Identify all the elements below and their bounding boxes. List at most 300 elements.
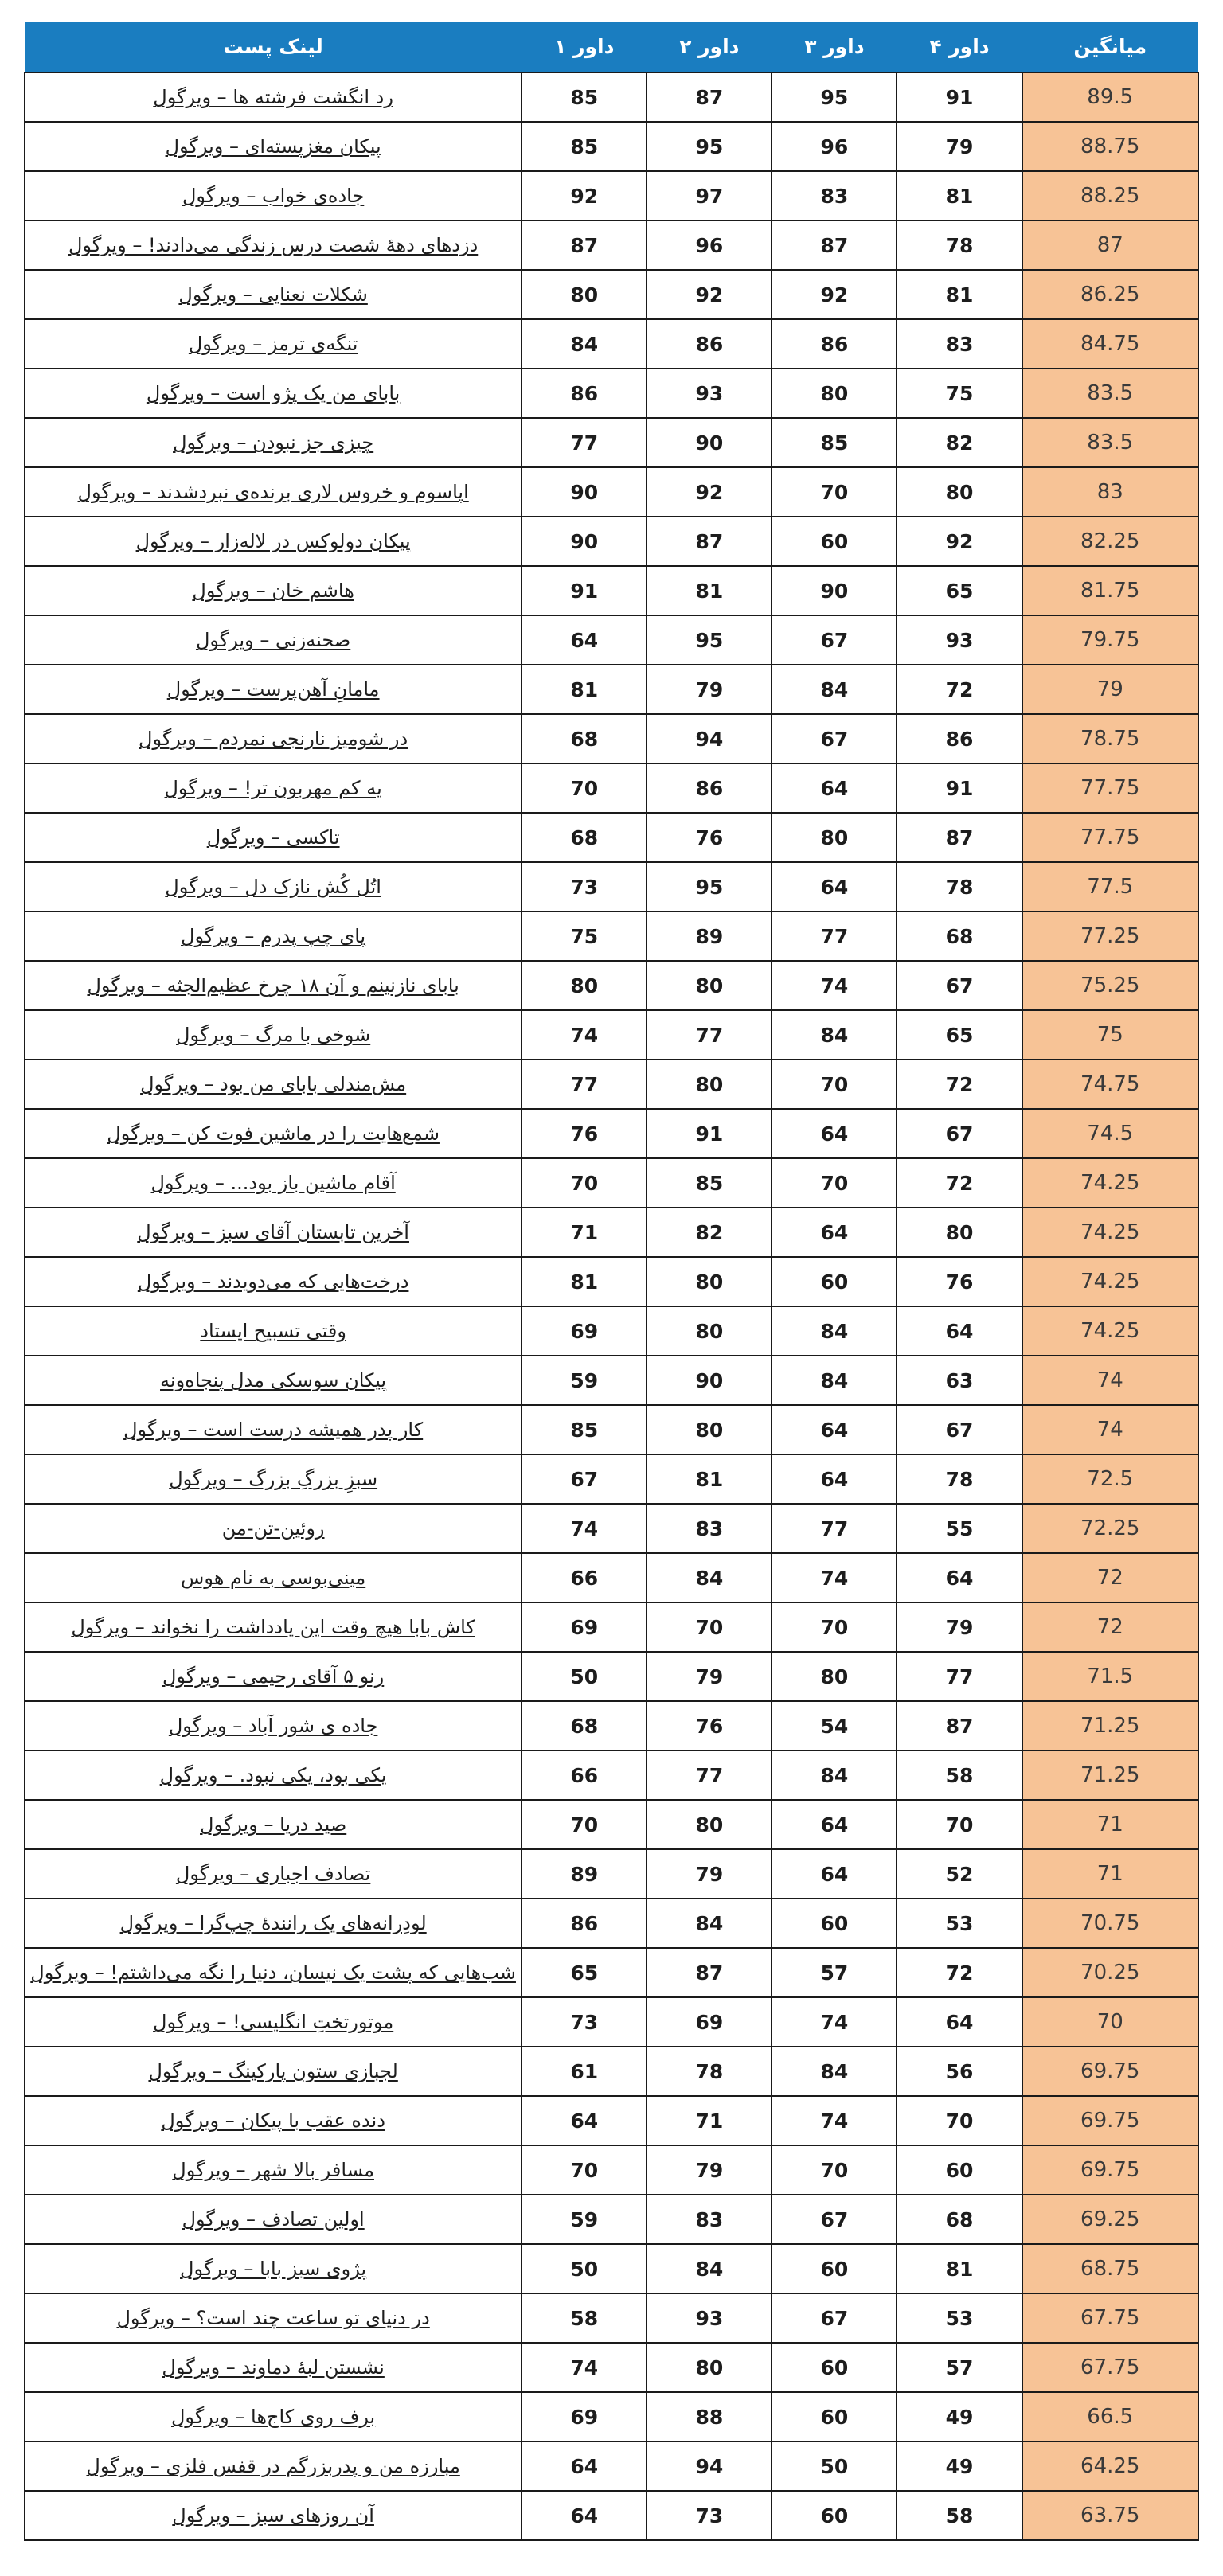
table-row bbox=[25, 2343, 1198, 2392]
cell-judge-2: 77 bbox=[647, 1010, 772, 1060]
cell-post-link[interactable] bbox=[25, 2392, 522, 2441]
cell-average: 74.25 bbox=[1022, 1158, 1199, 1208]
cell-judge-1: 85 bbox=[522, 72, 647, 122]
cell-average: 89.5 bbox=[1022, 72, 1199, 122]
post-link[interactable]: هاشم خان – ویرگول bbox=[192, 580, 354, 602]
cell-average: 69.75 bbox=[1022, 2047, 1199, 2096]
cell-judge-1: 61 bbox=[522, 2047, 647, 2096]
table-header bbox=[25, 22, 1198, 72]
post-link[interactable]: شوخی با مرگ – ویرگول bbox=[176, 1024, 371, 1046]
cell-judge-3: 70 bbox=[772, 1602, 897, 1652]
cell-post-link[interactable] bbox=[25, 1306, 522, 1356]
cell-judge-1: 80 bbox=[522, 270, 647, 319]
post-link[interactable]: وقتی تسبیح ایستاد bbox=[200, 1320, 346, 1342]
cell-judge-2: 69 bbox=[647, 1997, 772, 2047]
cell-judge-3: 67 bbox=[772, 714, 897, 763]
table-row bbox=[25, 171, 1198, 221]
cell-judge-1: 91 bbox=[522, 566, 647, 615]
post-link[interactable]: کار پدر همیشه درست است – ویرگول bbox=[123, 1419, 424, 1441]
cell-judge-4: 81 bbox=[897, 270, 1022, 319]
post-link[interactable]: درخت‌هایی که می‌دویدند – ویرگول bbox=[137, 1270, 409, 1293]
cell-judge-3: 90 bbox=[772, 566, 897, 615]
cell-judge-4: 65 bbox=[897, 1010, 1022, 1060]
column-header-judge-1[interactable]: داور ۱ bbox=[522, 22, 647, 72]
cell-judge-1: 70 bbox=[522, 1158, 647, 1208]
cell-average: 86.25 bbox=[1022, 270, 1199, 319]
cell-post-link[interactable] bbox=[25, 2145, 522, 2195]
post-link[interactable]: یکی بود، یکی نبود. – ویرگول bbox=[159, 1764, 387, 1786]
cell-judge-4: 64 bbox=[897, 1553, 1022, 1602]
table-row bbox=[25, 1849, 1198, 1899]
cell-judge-2: 84 bbox=[647, 1553, 772, 1602]
cell-post-link[interactable] bbox=[25, 171, 522, 221]
cell-post-link[interactable] bbox=[25, 2293, 522, 2343]
cell-judge-3: 60 bbox=[772, 517, 897, 566]
cell-judge-2: 90 bbox=[647, 418, 772, 467]
cell-judge-1: 73 bbox=[522, 1997, 647, 2047]
cell-judge-1: 81 bbox=[522, 665, 647, 714]
post-link[interactable]: مامانِ آهن‌پرست – ویرگول bbox=[166, 678, 380, 701]
table-row bbox=[25, 1751, 1198, 1800]
post-link[interactable]: مینی‌بوسی به نام هوس bbox=[181, 1567, 366, 1589]
cell-judge-4: 87 bbox=[897, 813, 1022, 862]
cell-average: 79.75 bbox=[1022, 615, 1199, 665]
scores-table bbox=[24, 22, 1199, 2541]
cell-post-link[interactable] bbox=[25, 1751, 522, 1800]
table-row bbox=[25, 1504, 1198, 1553]
cell-judge-2: 93 bbox=[647, 369, 772, 418]
cell-post-link[interactable] bbox=[25, 862, 522, 911]
column-header-judge-2[interactable]: داور ۲ bbox=[647, 22, 772, 72]
cell-judge-1: 85 bbox=[522, 1405, 647, 1454]
cell-post-link[interactable] bbox=[25, 1405, 522, 1454]
cell-judge-2: 90 bbox=[647, 1356, 772, 1405]
cell-average: 77.75 bbox=[1022, 763, 1199, 813]
post-link[interactable]: تاکسی – ویرگول bbox=[206, 826, 340, 849]
cell-post-link[interactable] bbox=[25, 615, 522, 665]
table-row bbox=[25, 122, 1198, 171]
cell-judge-4: 92 bbox=[897, 517, 1022, 566]
table-row bbox=[25, 1800, 1198, 1849]
cell-judge-2: 80 bbox=[647, 1800, 772, 1849]
cell-post-link[interactable] bbox=[25, 1109, 522, 1158]
cell-judge-1: 69 bbox=[522, 2392, 647, 2441]
cell-judge-4: 86 bbox=[897, 714, 1022, 763]
cell-judge-4: 60 bbox=[897, 2145, 1022, 2195]
cell-post-link[interactable] bbox=[25, 1060, 522, 1109]
post-link[interactable]: موتورتختِ انگلیسی! – ویرگول bbox=[153, 2011, 394, 2033]
cell-average: 82.25 bbox=[1022, 517, 1199, 566]
column-header-judge-3[interactable]: داور ۳ bbox=[772, 22, 897, 72]
cell-judge-4: 58 bbox=[897, 1751, 1022, 1800]
post-link[interactable]: شمع‌هایت را در ماشین فوت کن – ویرگول bbox=[107, 1122, 440, 1145]
cell-judge-1: 75 bbox=[522, 911, 647, 961]
cell-post-link[interactable] bbox=[25, 566, 522, 615]
cell-average: 71.25 bbox=[1022, 1701, 1199, 1751]
cell-post-link[interactable] bbox=[25, 665, 522, 714]
table-row bbox=[25, 418, 1198, 467]
post-link[interactable]: تصادف اجباری – ویرگول bbox=[175, 1863, 371, 1885]
table-row bbox=[25, 1948, 1198, 1997]
cell-post-link[interactable] bbox=[25, 2047, 522, 2096]
cell-judge-4: 80 bbox=[897, 467, 1022, 517]
cell-post-link[interactable] bbox=[25, 1553, 522, 1602]
cell-judge-4: 81 bbox=[897, 171, 1022, 221]
cell-judge-1: 64 bbox=[522, 615, 647, 665]
cell-judge-4: 70 bbox=[897, 2096, 1022, 2145]
cell-judge-3: 95 bbox=[772, 72, 897, 122]
cell-average: 70.25 bbox=[1022, 1948, 1199, 1997]
cell-judge-1: 85 bbox=[522, 122, 647, 171]
table-body bbox=[25, 72, 1198, 2540]
cell-judge-1: 64 bbox=[522, 2491, 647, 2540]
cell-post-link[interactable] bbox=[25, 221, 522, 270]
post-link[interactable]: مسافر بالا شهر – ویرگول bbox=[172, 2159, 374, 2181]
cell-judge-3: 64 bbox=[772, 763, 897, 813]
cell-judge-4: 81 bbox=[897, 2244, 1022, 2293]
cell-judge-1: 74 bbox=[522, 1010, 647, 1060]
column-header-judge-4[interactable]: داور ۴ bbox=[897, 22, 1022, 72]
cell-judge-2: 89 bbox=[647, 911, 772, 961]
cell-judge-2: 81 bbox=[647, 566, 772, 615]
post-link[interactable]: یه کم مهربون تر! – ویرگول bbox=[164, 777, 382, 799]
cell-judge-4: 56 bbox=[897, 2047, 1022, 2096]
cell-post-link[interactable] bbox=[25, 270, 522, 319]
table-row bbox=[25, 319, 1198, 369]
cell-judge-3: 70 bbox=[772, 467, 897, 517]
post-link[interactable]: رنو ۵ آقای رحیمی – ویرگول bbox=[162, 1665, 385, 1688]
table-row bbox=[25, 1208, 1198, 1257]
cell-judge-4: 63 bbox=[897, 1356, 1022, 1405]
cell-post-link[interactable] bbox=[25, 714, 522, 763]
post-link[interactable]: بابای نازنینم و آن ۱۸ چرخ عظیم‌الجثه – ویرگول bbox=[87, 974, 459, 997]
cell-average: 74 bbox=[1022, 1405, 1199, 1454]
cell-judge-4: 67 bbox=[897, 1405, 1022, 1454]
cell-judge-1: 80 bbox=[522, 961, 647, 1010]
cell-judge-4: 55 bbox=[897, 1504, 1022, 1553]
cell-judge-4: 53 bbox=[897, 2293, 1022, 2343]
cell-post-link[interactable] bbox=[25, 319, 522, 369]
cell-post-link[interactable] bbox=[25, 2441, 522, 2491]
post-link[interactable]: اپاسوم و خروس لاری برنده‌ی نبردشدند – ویرگول bbox=[77, 481, 469, 503]
post-link[interactable]: دنده عقب با پیکان – ویرگول bbox=[161, 2110, 385, 2132]
cell-judge-2: 80 bbox=[647, 1405, 772, 1454]
post-link[interactable]: مش‌مندلی بابای من بود – ویرگول bbox=[140, 1073, 407, 1095]
table-row bbox=[25, 2244, 1198, 2293]
cell-judge-2: 85 bbox=[647, 1158, 772, 1208]
table-row bbox=[25, 72, 1198, 122]
cell-judge-3: 77 bbox=[772, 911, 897, 961]
post-link[interactable]: آن روزهای سبز – ویرگول bbox=[172, 2504, 374, 2527]
cell-average: 72.25 bbox=[1022, 1504, 1199, 1553]
cell-judge-2: 93 bbox=[647, 2293, 772, 2343]
table-row bbox=[25, 615, 1198, 665]
cell-post-link[interactable] bbox=[25, 2195, 522, 2244]
cell-post-link[interactable] bbox=[25, 1849, 522, 1899]
cell-judge-3: 60 bbox=[772, 2343, 897, 2392]
cell-average: 71.25 bbox=[1022, 1751, 1199, 1800]
table-row bbox=[25, 1257, 1198, 1306]
cell-judge-3: 60 bbox=[772, 1899, 897, 1948]
cell-post-link[interactable] bbox=[25, 1602, 522, 1652]
cell-judge-1: 50 bbox=[522, 1652, 647, 1701]
cell-judge-4: 70 bbox=[897, 1800, 1022, 1849]
cell-post-link[interactable] bbox=[25, 369, 522, 418]
cell-judge-2: 81 bbox=[647, 1454, 772, 1504]
post-link[interactable]: رد انگشت فرشته ها – ویرگول bbox=[153, 86, 393, 108]
cell-judge-4: 72 bbox=[897, 1158, 1022, 1208]
post-link[interactable]: تنگه‌ی ترمز – ویرگول bbox=[188, 333, 358, 355]
post-link[interactable]: جاده ی شور آباد – ویرگول bbox=[168, 1715, 378, 1737]
cell-post-link[interactable] bbox=[25, 1356, 522, 1405]
post-link[interactable]: شکلات نعنایی – ویرگول bbox=[178, 283, 368, 306]
table-row bbox=[25, 1109, 1198, 1158]
cell-judge-1: 59 bbox=[522, 2195, 647, 2244]
cell-judge-4: 67 bbox=[897, 961, 1022, 1010]
table-row bbox=[25, 813, 1198, 862]
cell-judge-2: 83 bbox=[647, 2195, 772, 2244]
post-link[interactable]: آخرین تابستان آقای سبز – ویرگول bbox=[137, 1221, 409, 1243]
cell-post-link[interactable] bbox=[25, 1899, 522, 1948]
cell-judge-4: 78 bbox=[897, 1454, 1022, 1504]
post-link[interactable]: صید دریا – ویرگول bbox=[200, 1813, 347, 1836]
post-link[interactable]: کاش بابا هیچ وقت این یادداشت را نخواند – ویرگول bbox=[71, 1616, 475, 1638]
cell-average: 84.75 bbox=[1022, 319, 1199, 369]
table-row bbox=[25, 2392, 1198, 2441]
post-link[interactable]: چیزی جز نبودن – ویرگول bbox=[173, 431, 374, 454]
cell-judge-1: 70 bbox=[522, 763, 647, 813]
cell-judge-1: 50 bbox=[522, 2244, 647, 2293]
cell-post-link[interactable] bbox=[25, 911, 522, 961]
post-link[interactable]: اولین تصادف – ویرگول bbox=[182, 2208, 365, 2231]
cell-judge-2: 80 bbox=[647, 1060, 772, 1109]
cell-judge-1: 89 bbox=[522, 1849, 647, 1899]
cell-average: 71 bbox=[1022, 1800, 1199, 1849]
cell-judge-2: 71 bbox=[647, 2096, 772, 2145]
cell-post-link[interactable] bbox=[25, 418, 522, 467]
post-link[interactable]: لودِرانه‌های یک رانندهٔ چپ‌گرا – ویرگول bbox=[119, 1912, 427, 1934]
cell-average: 64.25 bbox=[1022, 2441, 1199, 2491]
post-link[interactable]: پیکان دولوکس در لاله‌زار – ویرگول bbox=[135, 530, 411, 552]
cell-average: 74.25 bbox=[1022, 1306, 1199, 1356]
cell-judge-3: 50 bbox=[772, 2441, 897, 2491]
cell-average: 83.5 bbox=[1022, 369, 1199, 418]
table-row bbox=[25, 270, 1198, 319]
cell-post-link[interactable] bbox=[25, 2491, 522, 2540]
cell-judge-1: 77 bbox=[522, 418, 647, 467]
post-link[interactable]: پیکان سوسکی مدل پنجاه‌ونه bbox=[160, 1369, 387, 1391]
cell-judge-3: 64 bbox=[772, 1405, 897, 1454]
cell-post-link[interactable] bbox=[25, 763, 522, 813]
cell-judge-3: 60 bbox=[772, 1257, 897, 1306]
cell-average: 72 bbox=[1022, 1553, 1199, 1602]
cell-post-link[interactable] bbox=[25, 1454, 522, 1504]
cell-judge-3: 67 bbox=[772, 615, 897, 665]
post-link[interactable]: روئین-تن-من bbox=[221, 1517, 325, 1540]
cell-judge-1: 92 bbox=[522, 171, 647, 221]
cell-judge-2: 94 bbox=[647, 2441, 772, 2491]
cell-post-link[interactable] bbox=[25, 1257, 522, 1306]
cell-average: 83.5 bbox=[1022, 418, 1199, 467]
cell-judge-2: 95 bbox=[647, 862, 772, 911]
cell-judge-2: 87 bbox=[647, 517, 772, 566]
table-row bbox=[25, 2293, 1198, 2343]
cell-judge-2: 96 bbox=[647, 221, 772, 270]
post-link[interactable]: مبارزه من و پدربزرگم در قفس فلزی – ویرگول bbox=[86, 2455, 460, 2477]
cell-average: 70.75 bbox=[1022, 1899, 1199, 1948]
cell-post-link[interactable] bbox=[25, 2244, 522, 2293]
cell-judge-3: 74 bbox=[772, 2096, 897, 2145]
cell-post-link[interactable] bbox=[25, 1158, 522, 1208]
cell-judge-4: 64 bbox=[897, 1306, 1022, 1356]
post-link[interactable]: پیکان مغزپسته‌ای – ویرگول bbox=[165, 135, 381, 158]
table-row bbox=[25, 1652, 1198, 1701]
cell-judge-3: 60 bbox=[772, 2491, 897, 2540]
cell-average: 72 bbox=[1022, 1602, 1199, 1652]
cell-judge-1: 90 bbox=[522, 467, 647, 517]
cell-judge-2: 79 bbox=[647, 1652, 772, 1701]
cell-judge-2: 80 bbox=[647, 2343, 772, 2392]
cell-judge-3: 92 bbox=[772, 270, 897, 319]
cell-post-link[interactable] bbox=[25, 517, 522, 566]
cell-judge-1: 76 bbox=[522, 1109, 647, 1158]
cell-post-link[interactable] bbox=[25, 1504, 522, 1553]
cell-average: 72.5 bbox=[1022, 1454, 1199, 1504]
post-link[interactable]: اتُل کُش نازک دل – ویرگول bbox=[165, 876, 381, 898]
cell-post-link[interactable] bbox=[25, 122, 522, 171]
cell-judge-3: 67 bbox=[772, 2195, 897, 2244]
cell-judge-4: 64 bbox=[897, 1997, 1022, 2047]
cell-judge-3: 84 bbox=[772, 1751, 897, 1800]
post-link[interactable]: بابای من یک پژو است – ویرگول bbox=[146, 382, 401, 404]
table-header-row bbox=[25, 22, 1198, 72]
cell-judge-4: 82 bbox=[897, 418, 1022, 467]
cell-judge-4: 49 bbox=[897, 2392, 1022, 2441]
cell-post-link[interactable] bbox=[25, 1800, 522, 1849]
cell-judge-3: 84 bbox=[772, 1356, 897, 1405]
cell-average: 69.75 bbox=[1022, 2096, 1199, 2145]
cell-judge-1: 68 bbox=[522, 1701, 647, 1751]
table-row bbox=[25, 665, 1198, 714]
cell-post-link[interactable] bbox=[25, 2096, 522, 2145]
cell-post-link[interactable] bbox=[25, 2343, 522, 2392]
cell-average: 79 bbox=[1022, 665, 1199, 714]
cell-judge-1: 81 bbox=[522, 1257, 647, 1306]
cell-judge-2: 78 bbox=[647, 2047, 772, 2096]
cell-post-link[interactable] bbox=[25, 1948, 522, 1997]
cell-judge-2: 76 bbox=[647, 1701, 772, 1751]
post-link[interactable]: پای چپ پدرم – ویرگول bbox=[181, 925, 366, 947]
post-link[interactable]: جاده‌ی خواب – ویرگول bbox=[182, 185, 365, 207]
table-row bbox=[25, 369, 1198, 418]
post-link[interactable]: برف روی کاج‌ها – ویرگول bbox=[170, 2406, 376, 2428]
column-header-average[interactable]: میانگین bbox=[1022, 22, 1199, 72]
cell-average: 67.75 bbox=[1022, 2343, 1199, 2392]
cell-post-link[interactable] bbox=[25, 813, 522, 862]
cell-judge-4: 76 bbox=[897, 1257, 1022, 1306]
cell-judge-3: 67 bbox=[772, 2293, 897, 2343]
cell-post-link[interactable] bbox=[25, 961, 522, 1010]
table-row bbox=[25, 2441, 1198, 2491]
cell-judge-4: 77 bbox=[897, 1652, 1022, 1701]
cell-average: 74.75 bbox=[1022, 1060, 1199, 1109]
cell-post-link[interactable] bbox=[25, 1652, 522, 1701]
cell-judge-1: 74 bbox=[522, 1504, 647, 1553]
cell-judge-3: 83 bbox=[772, 171, 897, 221]
cell-judge-4: 53 bbox=[897, 1899, 1022, 1948]
cell-judge-2: 80 bbox=[647, 1306, 772, 1356]
cell-post-link[interactable] bbox=[25, 72, 522, 122]
cell-judge-4: 79 bbox=[897, 1602, 1022, 1652]
cell-judge-1: 71 bbox=[522, 1208, 647, 1257]
post-link[interactable]: لجبازی ستون پارکینگ – ویرگول bbox=[148, 2060, 398, 2082]
cell-judge-4: 87 bbox=[897, 1701, 1022, 1751]
table-row bbox=[25, 1356, 1198, 1405]
post-link[interactable]: دزدهای دههٔ شصت درس زندگی می‌دادند! – ویرگول bbox=[68, 234, 479, 256]
post-link[interactable]: صحنه‌زنی – ویرگول bbox=[195, 629, 351, 651]
cell-judge-3: 74 bbox=[772, 1553, 897, 1602]
cell-judge-4: 68 bbox=[897, 2195, 1022, 2244]
cell-judge-3: 77 bbox=[772, 1504, 897, 1553]
table-row bbox=[25, 566, 1198, 615]
post-link[interactable]: نشستن لبهٔ دماوند – ویرگول bbox=[162, 2356, 385, 2379]
cell-judge-2: 76 bbox=[647, 813, 772, 862]
cell-judge-1: 65 bbox=[522, 1948, 647, 1997]
cell-average: 75.25 bbox=[1022, 961, 1199, 1010]
cell-post-link[interactable] bbox=[25, 1701, 522, 1751]
cell-judge-3: 84 bbox=[772, 2047, 897, 2096]
cell-post-link[interactable] bbox=[25, 467, 522, 517]
post-link[interactable]: پژوی سبز بابا – ویرگول bbox=[180, 2258, 367, 2280]
cell-judge-3: 64 bbox=[772, 1109, 897, 1158]
cell-judge-1: 59 bbox=[522, 1356, 647, 1405]
cell-judge-4: 72 bbox=[897, 1948, 1022, 1997]
cell-average: 83 bbox=[1022, 467, 1199, 517]
cell-average: 74.5 bbox=[1022, 1109, 1199, 1158]
table-row bbox=[25, 1010, 1198, 1060]
cell-judge-2: 92 bbox=[647, 467, 772, 517]
cell-average: 75 bbox=[1022, 1010, 1199, 1060]
cell-judge-2: 94 bbox=[647, 714, 772, 763]
table-row bbox=[25, 1997, 1198, 2047]
post-link[interactable]: در دنیای تو ساعت چند است؟ – ویرگول bbox=[116, 2307, 430, 2329]
cell-post-link[interactable] bbox=[25, 1010, 522, 1060]
column-header-post-link[interactable]: لینک پست bbox=[25, 22, 522, 72]
cell-post-link[interactable] bbox=[25, 1997, 522, 2047]
cell-judge-1: 87 bbox=[522, 221, 647, 270]
post-link[interactable]: شب‌هایی که پشت یک نیسان، دنیا را نگه می‌داشتم! – ویرگول bbox=[30, 1961, 516, 1984]
cell-judge-1: 86 bbox=[522, 369, 647, 418]
cell-judge-4: 91 bbox=[897, 763, 1022, 813]
cell-judge-2: 79 bbox=[647, 665, 772, 714]
post-link[interactable]: در شومیز نارنجی نمردم – ویرگول bbox=[139, 728, 408, 750]
cell-judge-3: 64 bbox=[772, 1849, 897, 1899]
cell-judge-4: 72 bbox=[897, 1060, 1022, 1109]
cell-judge-3: 80 bbox=[772, 813, 897, 862]
cell-judge-2: 79 bbox=[647, 1849, 772, 1899]
cell-judge-2: 80 bbox=[647, 961, 772, 1010]
cell-judge-2: 80 bbox=[647, 1257, 772, 1306]
cell-judge-3: 70 bbox=[772, 2145, 897, 2195]
post-link[interactable]: سبزِ بزرگِ بزرگ – ویرگول bbox=[169, 1468, 378, 1490]
table-row bbox=[25, 2145, 1198, 2195]
cell-judge-3: 84 bbox=[772, 1306, 897, 1356]
table-row bbox=[25, 2096, 1198, 2145]
cell-judge-3: 64 bbox=[772, 862, 897, 911]
post-link[interactable]: آقام ماشین باز بود... – ویرگول bbox=[150, 1172, 396, 1194]
cell-judge-1: 70 bbox=[522, 1800, 647, 1849]
cell-post-link[interactable] bbox=[25, 1208, 522, 1257]
